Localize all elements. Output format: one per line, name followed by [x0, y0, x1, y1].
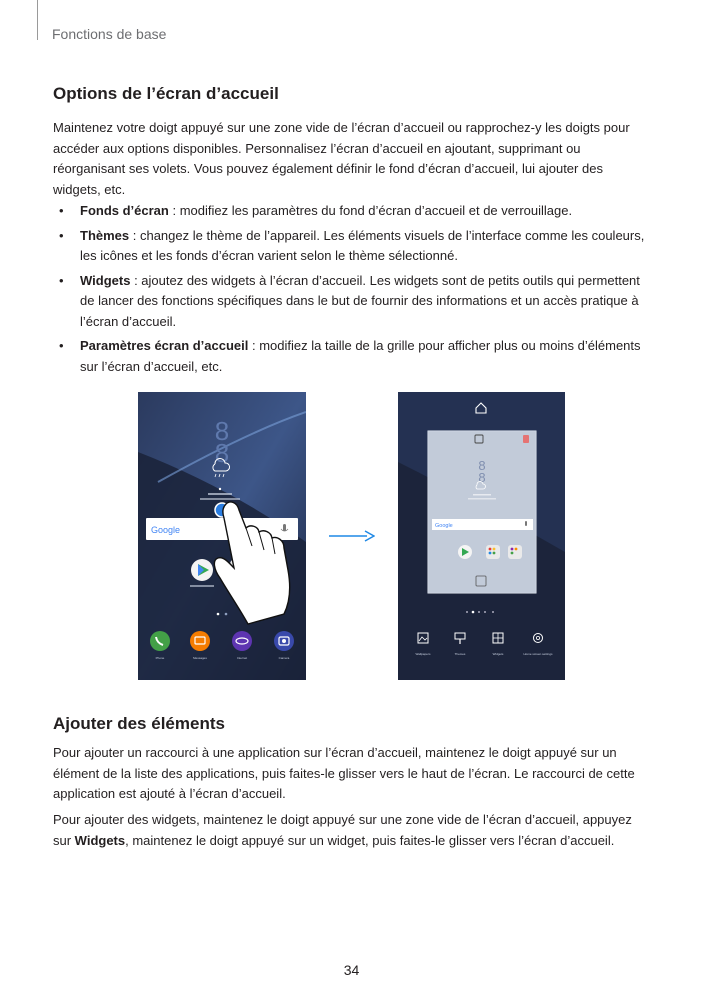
- dock-label: Camera: [278, 656, 290, 660]
- running-header: Fonctions de base: [52, 26, 167, 42]
- clock-digit: 8: [478, 470, 486, 485]
- bullet-icon: •: [59, 227, 64, 243]
- option-label: Widgets: [492, 652, 504, 656]
- list-item: [53, 271, 653, 333]
- transition-arrow-icon: [329, 530, 375, 542]
- edit-mode-svg: [398, 392, 565, 680]
- folder-icon: [508, 545, 522, 559]
- mic-icon: [525, 521, 527, 526]
- option-desc: : changez le thème de l’appareil. Les éléments visuels de l’interface comme les couleurs, les icônes et les fonds d’écran varient selon le thème sélectionné.: [80, 227, 645, 263]
- google-logo: Google: [151, 525, 181, 535]
- add-shortcut-paragraph: Pour ajouter un raccourci à une application sur l’écran d’accueil, maintenez le doigt appuyé sur un élément de la liste des applications, puis faites-le glisser vers le haut de l’écran. Le raccourci de cette application est ajouté à l’écran d’accueil.: [53, 745, 635, 801]
- option-term: Fonds d’écran: [80, 203, 169, 218]
- clock-digit: 8: [214, 438, 230, 468]
- delete-panel-icon[interactable]: [523, 435, 529, 443]
- option-label: Wallpapers: [415, 652, 431, 656]
- home-screen-illustration: [138, 392, 306, 680]
- option-label: Themes: [454, 652, 466, 656]
- section-title-home-options: Options de l’écran d’accueil: [53, 84, 279, 103]
- bullet-icon: •: [59, 203, 64, 218]
- header-rule: [37, 0, 38, 40]
- page-number: 34: [343, 962, 360, 978]
- widget-text-start: Pour ajouter des widgets, maintenez le doigt appuyé sur une zone vide de l’écran d’accueil, appuyez sur: [53, 812, 632, 848]
- list-item: [53, 201, 653, 222]
- option-desc: : ajoutez des widgets à l’écran d’accueil. Les widgets sont de petits outils qui permettent de lancer des fonctions spécifiques dans le but de fournir des informations et un accès pratique à l’écran d’accueil.: [80, 272, 640, 329]
- option-term: Widgets: [80, 272, 131, 288]
- internet-app-icon[interactable]: [232, 631, 252, 651]
- bullet-icon: •: [59, 272, 64, 288]
- google-logo: Google: [435, 523, 453, 529]
- dock-label: Phone: [155, 656, 165, 660]
- option-label: Home screen settings: [523, 652, 553, 656]
- option-term: Thèmes: [80, 227, 130, 243]
- messages-app-icon[interactable]: [190, 631, 210, 651]
- option-desc: : modifiez la taille de la grille pour afficher plus ou moins d’éléments sur l’écran d’accueil, etc.: [80, 338, 641, 374]
- dock-label: Internet: [236, 656, 248, 660]
- option-desc: : modifiez les paramètres du fond d’écran d’accueil et de verrouillage.: [168, 203, 573, 218]
- widget-text-end: , maintenez le doigt appuyé sur un widget, puis faites-le glisser vers l’écran d’accueil.: [125, 832, 615, 848]
- list-item: [53, 336, 653, 377]
- intro-paragraph: Maintenez votre doigt appuyé sur une zone vide de l’écran d’accueil ou rapprochez-y les doigts pour accéder aux options disponibles. Personnalisez l’écran d’accueil en ajoutant, supprimant ou réorganisant ses volets. Vous pouvez également définir le fond d’écran d’accueil, lui ajouter des widgets, etc.: [53, 120, 630, 197]
- folder-icon: [486, 545, 500, 559]
- add-widget-paragraph: [53, 810, 653, 851]
- dock-label: Messages: [193, 656, 207, 660]
- widgets-term: Widgets: [74, 832, 126, 848]
- option-term: Paramètres écran d’accueil: [80, 338, 249, 353]
- edit-mode-illustration: [398, 392, 565, 680]
- options-list: [53, 201, 653, 381]
- phone-app-icon[interactable]: [150, 631, 170, 651]
- clock-digit: 8: [214, 416, 230, 446]
- list-item: [53, 226, 653, 267]
- home-screen-svg: [138, 392, 306, 680]
- bullet-icon: •: [59, 338, 64, 353]
- section-title-add-items: Ajouter des éléments: [53, 714, 225, 733]
- clock-digit: 8: [478, 458, 486, 473]
